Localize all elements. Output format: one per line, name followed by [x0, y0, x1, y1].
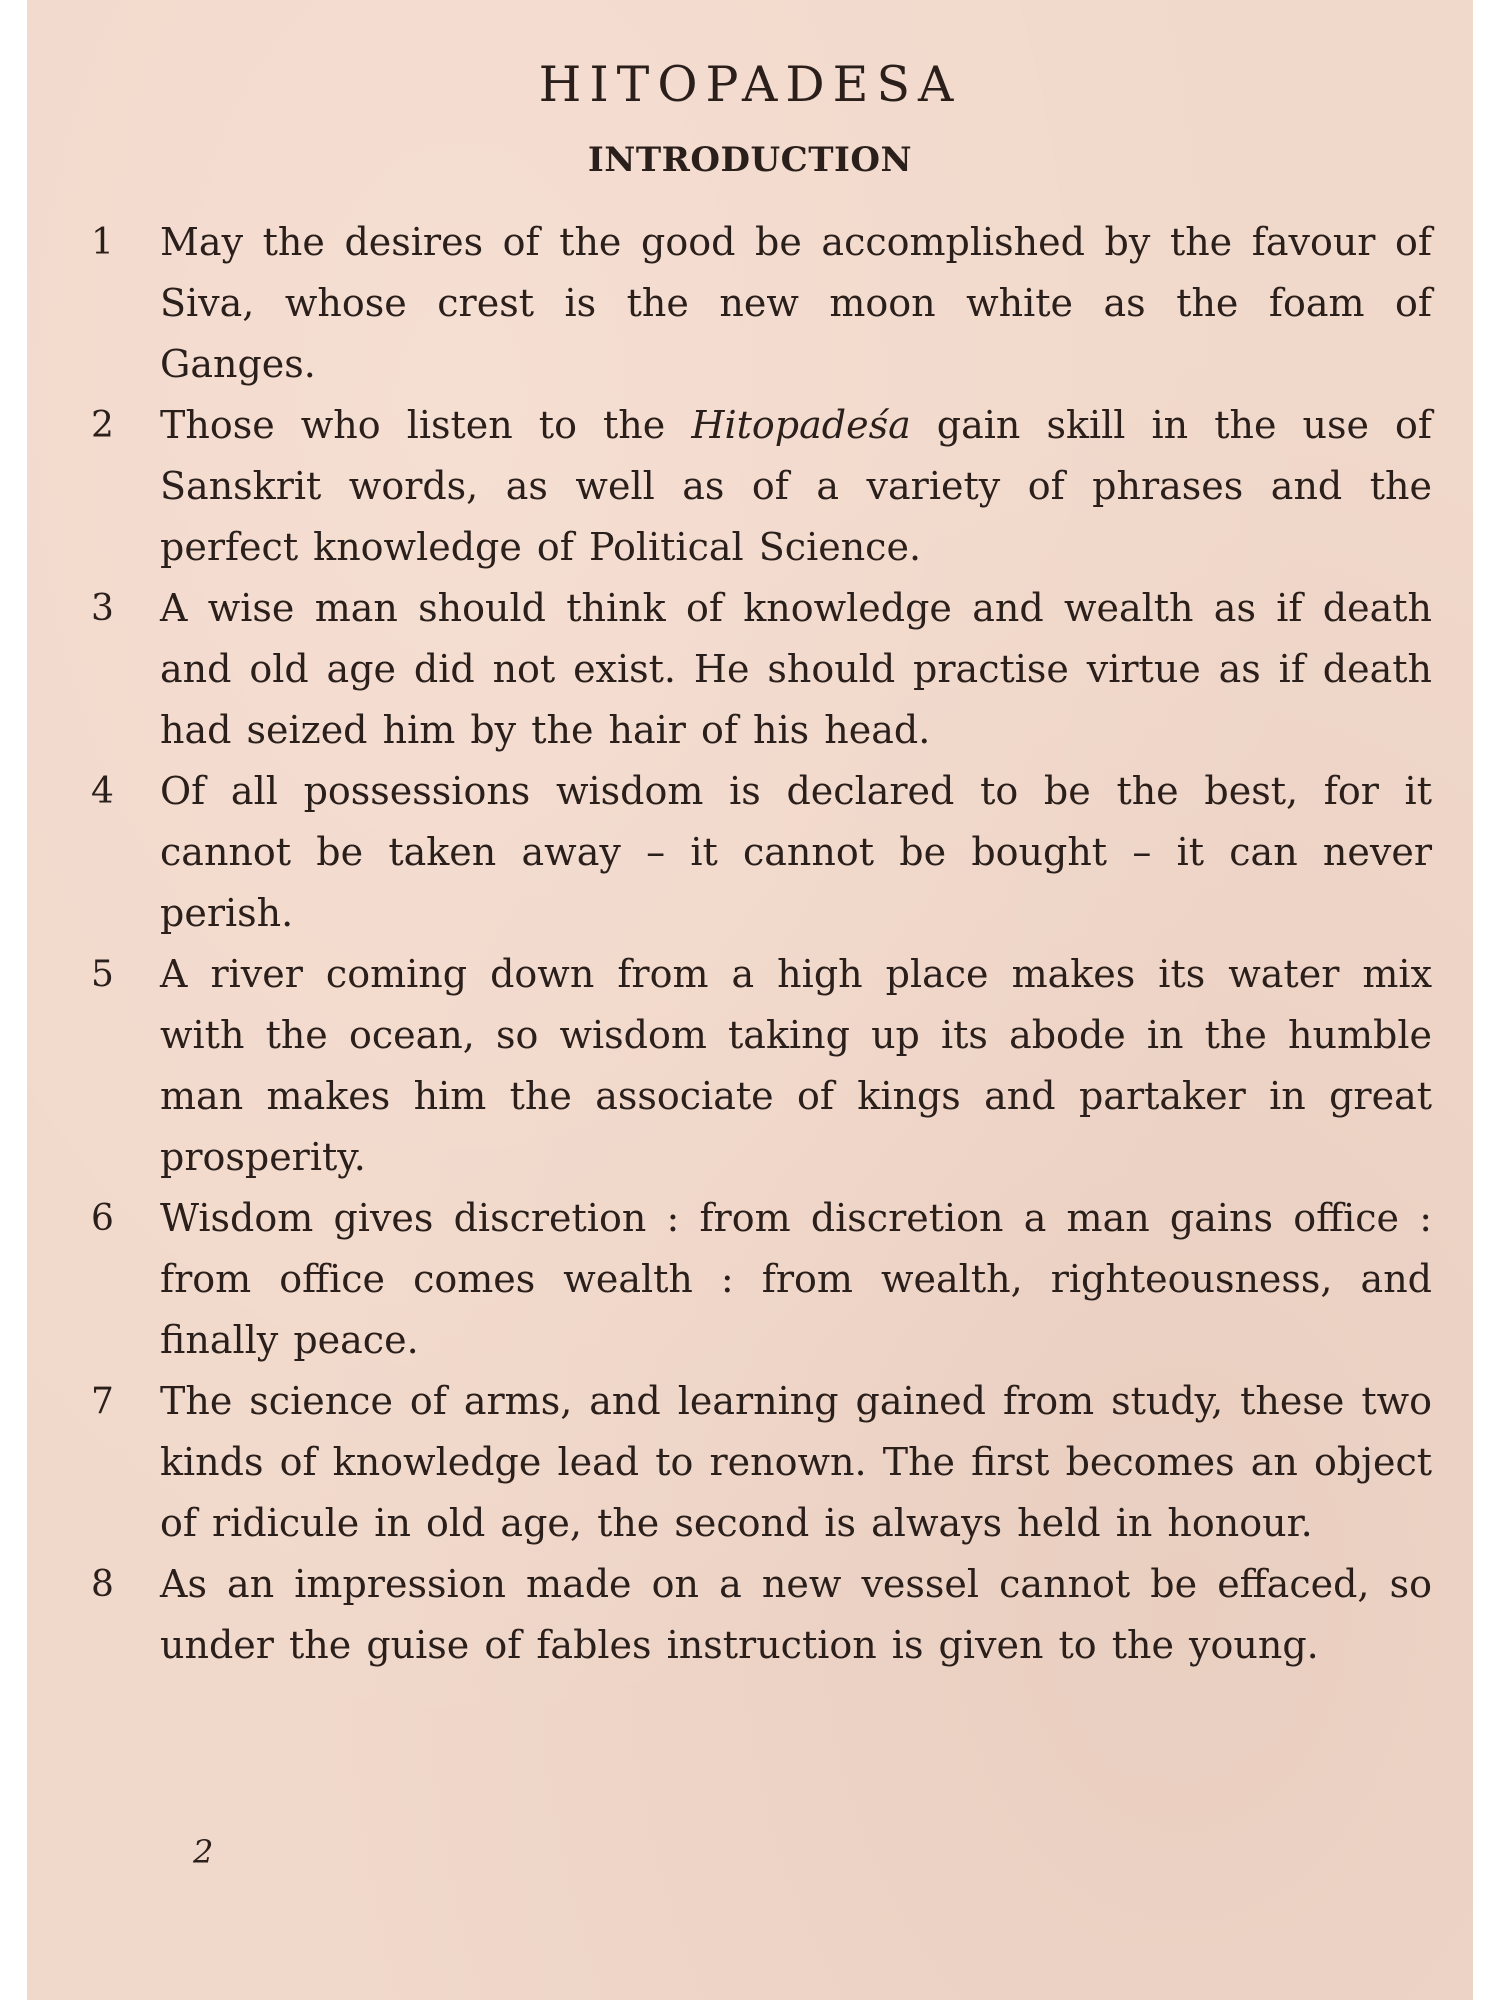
verse-6 [27, 1188, 1473, 1371]
verse-text-part: gain skill in the use of Sanskrit words, as well as of a variety of phrases and the perfect knowledge of Political Science. [160, 403, 1432, 569]
verse-text: A river coming down from a high place makes its water mix with the ocean, so wisdom taking up its abode in the humble man makes him the associate of kings and partaker in great prosperity. [160, 952, 1432, 1179]
verse-number: 5 [91, 954, 114, 995]
section-heading: INTRODUCTION [587, 140, 913, 180]
book-page [27, 0, 1473, 2000]
verse-text: Of all possessions wisdom is declared to be the best, for it cannot be taken away – it cannot be bought – it can never perish. [160, 769, 1432, 935]
verse-text [160, 395, 1432, 578]
verse-text: The science of arms, and learning gained from study, these two kinds of knowledge lead to renown. The first becomes an object of ridicule in old age, the second is always held in honour. [160, 1379, 1432, 1545]
verse-text: As an impression made on a new vessel cannot be effaced, so under the guise of fables instruction is given to the young. [160, 1562, 1432, 1667]
verse-3 [27, 578, 1473, 761]
verse-number: 4 [91, 771, 114, 812]
verse-4 [27, 761, 1473, 944]
verse-number: 1 [91, 222, 114, 263]
verse-number: 3 [91, 588, 114, 629]
page-number: 2 [193, 1833, 214, 1871]
verse-text-part: Those who listen to the [160, 403, 692, 447]
verse-2 [27, 395, 1473, 578]
verse-number: 7 [91, 1381, 114, 1422]
verse-7 [27, 1371, 1473, 1554]
verse-list [27, 212, 1473, 1676]
verse-text: A wise man should think of knowledge and wealth as if death and old age did not exist. He should practise virtue as if death had seized him by the hair of his head. [160, 586, 1432, 752]
book-title: HITOPADESA [538, 56, 962, 113]
verse-text: Wisdom gives discretion : from discretion a man gains office : from office comes wealth : from wealth, righteousness, and finally peace. [160, 1196, 1432, 1362]
verse-1 [27, 212, 1473, 395]
verse-5 [27, 944, 1473, 1188]
verse-8 [27, 1554, 1473, 1676]
italic-book-title: Hitopadeśa [691, 403, 911, 447]
verse-number: 8 [91, 1564, 114, 1605]
verse-number: 2 [91, 405, 114, 446]
verse-text: May the desires of the good be accomplished by the favour of Siva, whose crest is the new moon white as the foam of Ganges. [160, 220, 1432, 386]
verse-number: 6 [91, 1198, 114, 1239]
